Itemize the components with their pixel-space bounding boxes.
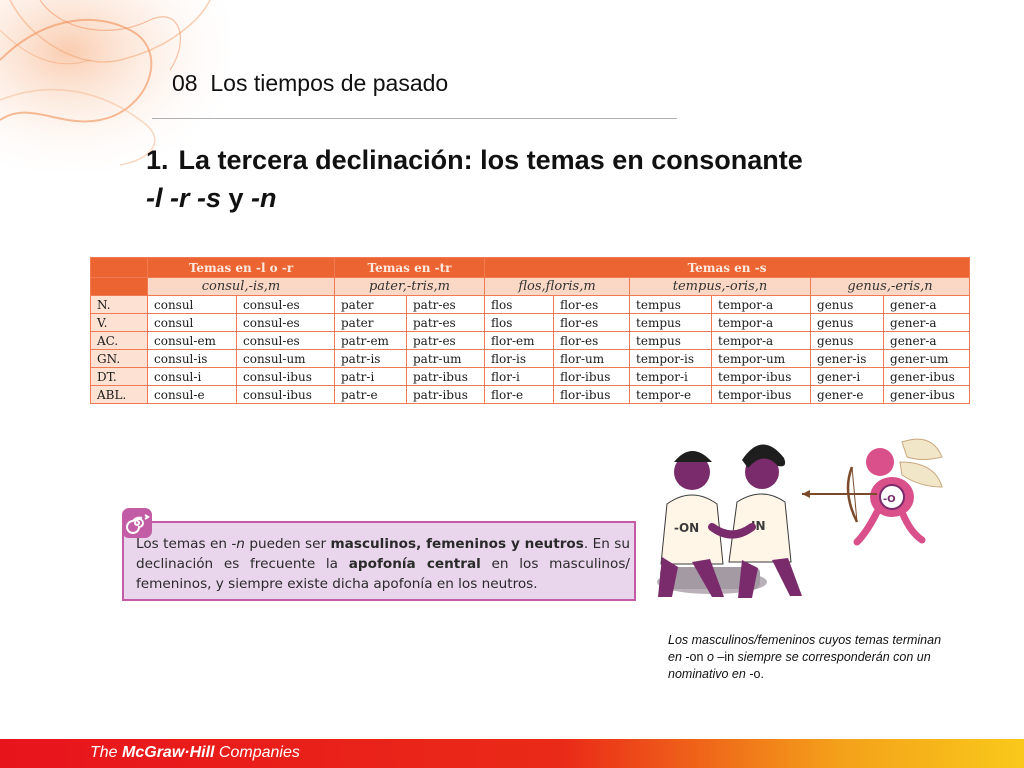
- form-cell: flor-ibus: [554, 386, 630, 404]
- form-cell: tempor-i: [630, 368, 712, 386]
- table-corner: [91, 258, 148, 278]
- lemma-header: consul,-is,m: [148, 278, 335, 296]
- caption-segment: Los masculinos/femeninos cuyos temas terminan en: [668, 633, 942, 664]
- form-cell: tempor-ibus: [712, 368, 811, 386]
- caption-segment: .: [760, 667, 764, 681]
- table-group-header-row: [91, 258, 970, 278]
- form-cell: consul-e: [148, 386, 237, 404]
- form-cell: gener-ibus: [884, 368, 970, 386]
- form-cell: flor-em: [485, 332, 554, 350]
- logo-companies: Companies: [214, 744, 300, 761]
- form-cell: patr-ibus: [407, 386, 485, 404]
- table-row: [91, 296, 970, 314]
- title-connector: y: [221, 183, 252, 213]
- case-label: V.: [91, 314, 148, 332]
- form-cell: consul-em: [148, 332, 237, 350]
- form-cell: genus: [811, 332, 884, 350]
- group-header: Temas en -l o -r: [148, 258, 335, 278]
- publisher-logo: [90, 744, 300, 762]
- form-cell: patr-is: [335, 350, 407, 368]
- table-row: [91, 314, 970, 332]
- group-header: Temas en -s: [485, 258, 970, 278]
- form-cell: flor-i: [485, 368, 554, 386]
- form-cell: pater: [335, 314, 407, 332]
- note-segment: pueden ser: [244, 536, 331, 552]
- form-cell: tempor-ibus: [712, 386, 811, 404]
- form-cell: flor-um: [554, 350, 630, 368]
- case-label: ABL.: [91, 386, 148, 404]
- form-cell: consul-ibus: [237, 368, 335, 386]
- form-cell: gener-a: [884, 314, 970, 332]
- shield-label: -O: [883, 494, 896, 505]
- logo-the: The: [90, 744, 123, 761]
- form-cell: consul: [148, 296, 237, 314]
- form-cell: gener-a: [884, 296, 970, 314]
- form-cell: tempus: [630, 296, 712, 314]
- form-cell: tempor-e: [630, 386, 712, 404]
- form-cell: tempor-um: [712, 350, 811, 368]
- title-line-2: [146, 179, 803, 217]
- form-cell: tempor-a: [712, 314, 811, 332]
- form-cell: patr-i: [335, 368, 407, 386]
- title-text: La tercera declinación: los temas en consonante: [178, 145, 803, 175]
- form-cell: flos: [485, 296, 554, 314]
- form-cell: genus: [811, 314, 884, 332]
- case-label: N.: [91, 296, 148, 314]
- form-cell: gener-i: [811, 368, 884, 386]
- illustration-caption: [668, 632, 958, 683]
- form-cell: pater: [335, 296, 407, 314]
- form-cell: consul-is: [148, 350, 237, 368]
- caption-segment: siempre se corresponderán con un nominativo en: [668, 650, 931, 681]
- table-row: [91, 368, 970, 386]
- table-lemma-row: [91, 278, 970, 296]
- form-cell: consul-um: [237, 350, 335, 368]
- caption-segment: –in: [717, 650, 735, 664]
- form-cell: tempor-is: [630, 350, 712, 368]
- caption-segment: o: [703, 650, 718, 664]
- caption-segment: -o: [749, 667, 761, 681]
- title-line-1: [146, 141, 803, 179]
- table-row: [91, 332, 970, 350]
- group-header: Temas en -tr: [335, 258, 485, 278]
- note-text: [136, 534, 630, 594]
- form-cell: gener-a: [884, 332, 970, 350]
- form-cell: flor-es: [554, 332, 630, 350]
- form-cell: patr-es: [407, 296, 485, 314]
- form-cell: flor-es: [554, 314, 630, 332]
- form-cell: tempor-a: [712, 332, 811, 350]
- caption-segment: -on: [685, 650, 704, 664]
- form-cell: gener-ibus: [884, 386, 970, 404]
- form-cell: patr-em: [335, 332, 407, 350]
- shirt-label-on: -ON: [674, 521, 700, 535]
- logo-brand: McGraw·Hill: [122, 744, 215, 761]
- couple-cupid-illustration: [652, 432, 952, 610]
- form-cell: flos: [485, 314, 554, 332]
- title-number: 1.: [146, 145, 169, 175]
- form-cell: flor-e: [485, 386, 554, 404]
- note-bold: masculinos, femeninos y neutros: [330, 536, 584, 552]
- form-cell: tempus: [630, 314, 712, 332]
- page-title: [146, 141, 803, 217]
- header-divider: [152, 118, 677, 119]
- note-segment: Los temas en: [136, 536, 232, 552]
- form-cell: patr-e: [335, 386, 407, 404]
- table-corner: [91, 278, 148, 296]
- form-cell: consul-es: [237, 314, 335, 332]
- form-cell: gener-e: [811, 386, 884, 404]
- form-cell: consul-i: [148, 368, 237, 386]
- lemma-header: genus,-eris,n: [811, 278, 970, 296]
- note-segment: en los masculinos/ femeninos, y siempre existe dicha apofonía en los neutros.: [136, 556, 631, 592]
- title-endings: -l -r -s: [146, 183, 222, 213]
- case-label: AC.: [91, 332, 148, 350]
- lemma-header: tempus,-oris,n: [630, 278, 811, 296]
- form-cell: patr-es: [407, 314, 485, 332]
- form-cell: consul-es: [237, 296, 335, 314]
- note-segment: -n: [231, 536, 245, 552]
- declension-table: [90, 257, 970, 404]
- form-cell: gener-um: [884, 350, 970, 368]
- form-cell: patr-es: [407, 332, 485, 350]
- form-cell: consul-ibus: [237, 386, 335, 404]
- lemma-header: pater,-tris,m: [335, 278, 485, 296]
- case-label: DT.: [91, 368, 148, 386]
- table-row: [91, 350, 970, 368]
- note-bold: apofonía central: [348, 556, 481, 572]
- form-cell: tempor-a: [712, 296, 811, 314]
- case-label: GN.: [91, 350, 148, 368]
- form-cell: patr-ibus: [407, 368, 485, 386]
- form-cell: flor-ibus: [554, 368, 630, 386]
- lemma-header: flos,floris,m: [485, 278, 630, 296]
- form-cell: consul: [148, 314, 237, 332]
- table-body: [91, 296, 970, 404]
- table-row: [91, 386, 970, 404]
- form-cell: gener-is: [811, 350, 884, 368]
- shirt-label-in: -IN: [746, 519, 766, 533]
- form-cell: patr-um: [407, 350, 485, 368]
- form-cell: consul-es: [237, 332, 335, 350]
- form-cell: flor-es: [554, 296, 630, 314]
- form-cell: tempus: [630, 332, 712, 350]
- form-cell: genus: [811, 296, 884, 314]
- note-segment: . En su declinación es frecuente la: [136, 536, 630, 572]
- form-cell: flor-is: [485, 350, 554, 368]
- chapter-heading: 08 Los tiempos de pasado: [172, 70, 449, 96]
- title-ending-n: -n: [251, 183, 277, 213]
